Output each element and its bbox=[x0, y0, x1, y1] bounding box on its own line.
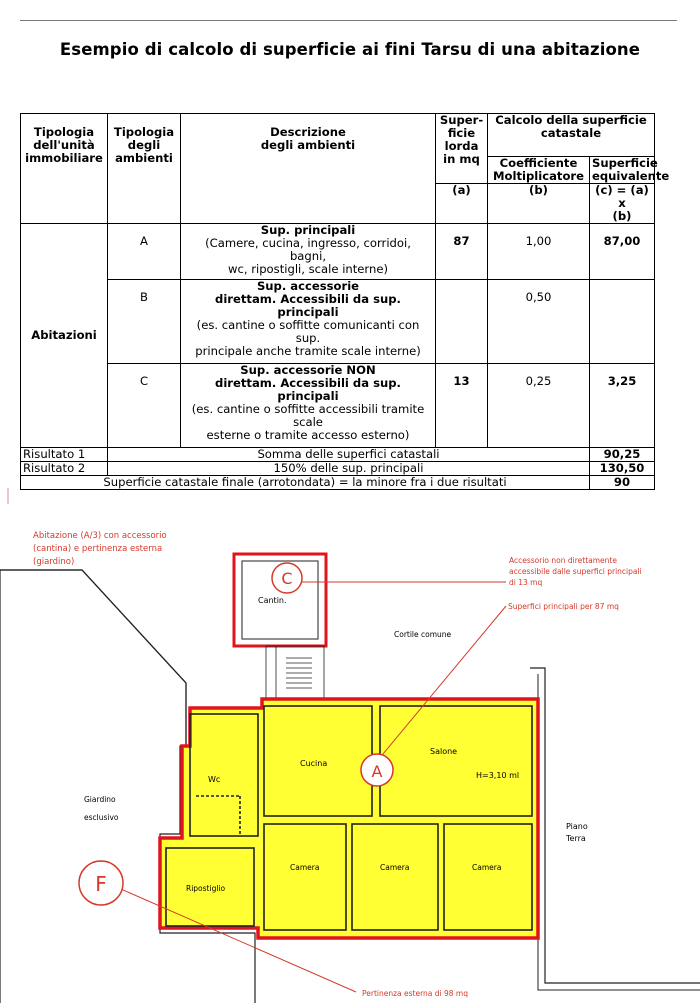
piano-label-1: Piano bbox=[566, 822, 588, 831]
camera-3-label: Camera bbox=[472, 863, 502, 872]
header-code-a: (a) bbox=[436, 184, 488, 224]
table-row bbox=[21, 462, 655, 476]
legend-line-2: (cantina) e pertinenza esterna bbox=[33, 544, 163, 554]
cucina-label: Cucina bbox=[300, 759, 328, 768]
marker-f-label: F bbox=[95, 872, 107, 896]
cortile-outline bbox=[0, 570, 186, 1003]
table-row bbox=[21, 448, 655, 462]
row-equiv-a: 87,00 bbox=[590, 224, 655, 280]
legend-line-3: (giardino) bbox=[33, 557, 75, 567]
callout-accessorio-1: Accessorio non direttamente bbox=[509, 556, 617, 565]
unit-type-cell: Abitazioni bbox=[21, 224, 108, 448]
giardino-label-2: esclusivo bbox=[84, 813, 119, 822]
table-row bbox=[21, 280, 655, 364]
row-desc-c: Sup. accessorie NON direttam. Accessibili da sup. principali (es. cantine o soffitte accessibili tramite scale esterne o tramite accesso esterno) bbox=[181, 364, 436, 448]
row-coeff-b: 0,50 bbox=[488, 280, 590, 364]
risultato2-label: Risultato 2 bbox=[21, 462, 108, 476]
risultato1-label: Risultato 1 bbox=[21, 448, 108, 462]
header-tipologia-unita: Tipologia dell'unità immobiliare bbox=[21, 114, 108, 224]
callout-principali: Superfici principali per 87 mq bbox=[508, 602, 619, 611]
marker-c-label: C bbox=[281, 569, 293, 588]
risultato2-desc: 150% delle sup. principali bbox=[108, 462, 590, 476]
calculation-table bbox=[20, 113, 670, 490]
row-lorda-a: 87 bbox=[436, 224, 488, 280]
floor-plan bbox=[0, 478, 700, 1003]
table-row bbox=[21, 364, 655, 448]
row-lorda-c: 13 bbox=[436, 364, 488, 448]
row-coeff-c: 0,25 bbox=[488, 364, 590, 448]
finale-desc: Superficie catastale finale (arrotondata) = la minore fra i due risultati bbox=[21, 476, 590, 490]
right-boundary-inner bbox=[538, 674, 700, 990]
risultato1-value: 90,25 bbox=[590, 448, 655, 462]
right-boundary bbox=[530, 668, 700, 983]
header-coefficiente: Coefficiente Moltiplicatore bbox=[488, 157, 590, 184]
row-coeff-a: 1,00 bbox=[488, 224, 590, 280]
risultato2-value: 130,50 bbox=[590, 462, 655, 476]
row-desc-b: Sup. accessorie direttam. Accessibili da sup. principali (es. cantine o soffitte comunicanti con sup. principale anche tramite scale interne) bbox=[181, 280, 436, 364]
header-superficie-equivalente: Superficie equivalente bbox=[590, 157, 655, 184]
callout-accessorio-2: accessibile dalle superfici principali bbox=[509, 567, 642, 576]
header-descrizione: Descrizione degli ambienti bbox=[181, 114, 436, 224]
finale-value: 90 bbox=[590, 476, 655, 490]
top-rule bbox=[20, 20, 677, 21]
cantina-label: Cantin. bbox=[258, 596, 287, 605]
header-code-b: (b) bbox=[488, 184, 590, 224]
ripostiglio-label: Ripostiglio bbox=[186, 884, 226, 893]
row-desc-a: Sup. principali (Camere, cucina, ingresso, corridoi, bagni, wc, ripostigli, scale interne) bbox=[181, 224, 436, 280]
table-row bbox=[21, 224, 655, 280]
header-calcolo-superficie: Calcolo della superficie catastale bbox=[488, 114, 655, 157]
salone-label: Salone bbox=[430, 747, 458, 756]
callout-accessorio-3: di 13 mq bbox=[509, 578, 543, 587]
row-type-c: C bbox=[108, 364, 181, 448]
page-title: Esempio di calcolo di superficie ai fini Tarsu di una abitazione bbox=[59, 40, 641, 59]
header-tipologia-ambienti: Tipologia degli ambienti bbox=[108, 114, 181, 224]
wc-label: Wc bbox=[208, 775, 221, 784]
header-code-c: (c) = (a) x (b) bbox=[590, 184, 655, 224]
giardino-label-1: Giardino bbox=[84, 795, 116, 804]
main-floor bbox=[160, 699, 538, 938]
piano-label-2: Terra bbox=[566, 834, 586, 843]
legend-line-1: Abitazione (A/3) con accessorio bbox=[33, 531, 167, 541]
row-type-b: B bbox=[108, 280, 181, 364]
row-type-a: A bbox=[108, 224, 181, 280]
callout-pertinenza: Pertinenza esterna di 98 mq bbox=[362, 989, 468, 998]
height-label: H=3,10 ml bbox=[476, 771, 520, 780]
stair-block bbox=[266, 646, 324, 698]
row-equiv-b bbox=[590, 280, 655, 364]
camera-2-label: Camera bbox=[380, 863, 410, 872]
header-superficie-lorda: Super- ficie lorda in mq bbox=[436, 114, 488, 184]
marker-a-label: A bbox=[371, 762, 383, 781]
row-equiv-c: 3,25 bbox=[590, 364, 655, 448]
cortile-label: Cortile comune bbox=[394, 630, 452, 639]
camera-1-label: Camera bbox=[290, 863, 320, 872]
row-lorda-b bbox=[436, 280, 488, 364]
risultato1-desc: Somma delle superfici catastali bbox=[108, 448, 590, 462]
